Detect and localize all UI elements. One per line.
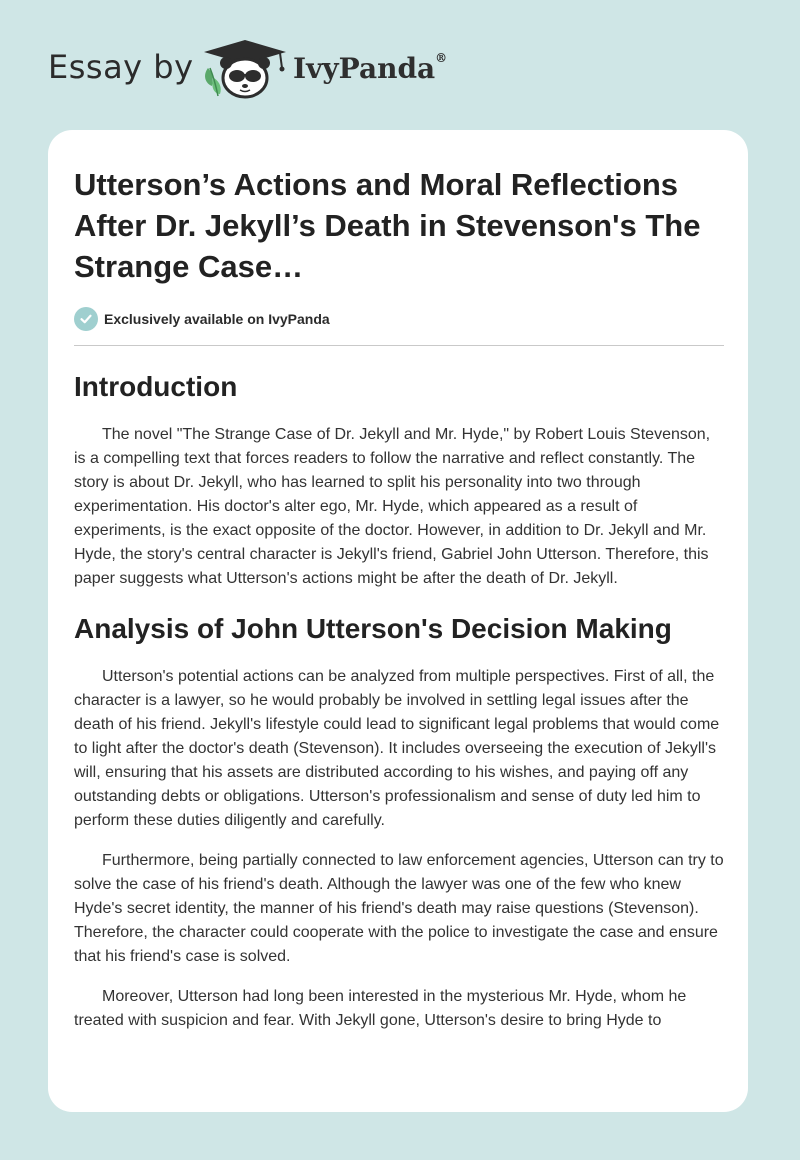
- site-header: [0, 0, 800, 130]
- essay-content: [74, 164, 724, 1033]
- brand-text: IvyPanda: [293, 52, 436, 85]
- essay-card: [48, 130, 748, 1112]
- paragraph: Utterson's potential actions can be analyzed from multiple perspectives. First of all, the character is a lawyer, so he would probably be involved in settling legal issues after the death of his friend. Jekyll's lifestyle could lead to significant legal problems that would come to light after the doctor's death (Stevenson). It includes overseeing the execution of Jekyll's will, ensuring that his assets are distributed according to his wishes, and paying off any outstanding debts or obligations. Utterson's professionalism and sense of duty led him to perform these duties diligently and carefully.: [74, 668, 720, 829]
- title-divider: [74, 345, 724, 346]
- exclusive-badge: [74, 307, 724, 331]
- essay-title: Utterson’s Actions and Moral Reflections After Dr. Jekyll’s Death in Stevenson's The Strange Case…: [74, 167, 701, 284]
- paragraph: Furthermore, being partially connected to law enforcement agencies, Utterson can try to solve the case of his friend's death. Although the lawyer was one of the few who knew Hyde's secret identity, the manner of his friend's death may raise questions (Stevenson). Therefore, the character could cooperate with the police to investigate the case and ensure that his friend's case is solved.: [74, 852, 724, 965]
- section-heading-introduction: Introduction: [74, 371, 238, 402]
- essay-by-label: Essay by: [48, 48, 194, 86]
- exclusive-label: Exclusively available on IvyPanda: [104, 311, 330, 327]
- ivypanda-brand-name[interactable]: [293, 52, 447, 85]
- paragraph: Moreover, Utterson had long been interested in the mysterious Mr. Hyde, whom he treated with suspicion and fear. With Jekyll gone, Utterson's desire to bring Hyde to: [74, 988, 687, 1029]
- ivypanda-panda-icon[interactable]: [200, 38, 290, 100]
- check-icon: [74, 307, 98, 331]
- section-heading-analysis: Analysis of John Utterson's Decision Making: [74, 613, 672, 644]
- registered-mark: ®: [435, 50, 448, 65]
- paragraph: The novel "The Strange Case of Dr. Jekyll and Mr. Hyde," by Robert Louis Stevenson, is a compelling text that forces readers to follow the narrative and reflect constantly. The story is about Dr. Jekyll, who has learned to split his personality into two through experimentation. His doctor's alter ego, Mr. Hyde, which appeared as a result of experiments, is the exact opposite of the doctor. However, in addition to Dr. Jekyll and Mr. Hyde, the story's central character is Jekyll's friend, Gabriel John Utterson. Therefore, this paper suggests what Utterson's actions might be after the death of Dr. Jekyll.: [74, 426, 711, 587]
